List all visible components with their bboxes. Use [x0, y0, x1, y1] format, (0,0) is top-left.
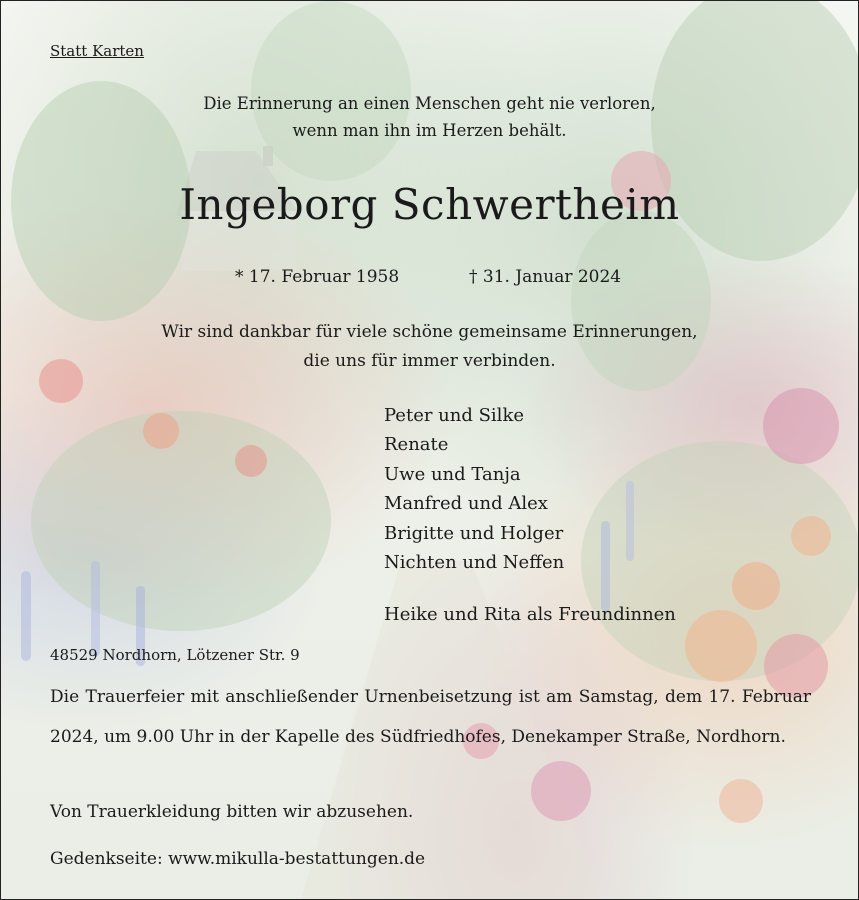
mourner-entry: Renate [384, 434, 449, 455]
memorial-quote-line-2: wenn man ihn im Herzen behält. [292, 121, 567, 140]
deceased-name: Ingeborg Schwertheim [179, 180, 680, 229]
birth-date: * 17. Februar 1958 [235, 267, 400, 287]
mourner-entry: Uwe und Tanja [384, 464, 521, 485]
statt-karten-header: Statt Karten [50, 42, 144, 60]
thanks-line-1: Wir sind dankbar für viele schöne gemeinsame Erinnerungen, [161, 322, 698, 342]
family-address: 48529 Nordhorn, Lötzener Str. 9 [50, 646, 300, 664]
memorial-quote-line-1: Die Erinnerung an einen Menschen geht nie verloren, [203, 94, 656, 113]
mourning-attire-request: Von Trauerkleidung bitten wir abzusehen. [50, 802, 414, 822]
mourner-entry: Peter und Silke [384, 405, 525, 426]
memorial-website[interactable]: Gedenkseite: www.mikulla-bestattungen.de [50, 849, 426, 869]
death-date: † 31. Januar 2024 [469, 267, 622, 287]
thanks-line-2: die uns für immer verbinden. [303, 351, 556, 371]
mourner-entry: Brigitte und Holger [384, 523, 564, 544]
mourner-entry: Manfred und Alex [384, 493, 548, 514]
mourner-entry: Nichten und Neffen [384, 552, 565, 573]
friends-entry: Heike und Rita als Freundinnen [384, 604, 676, 625]
funeral-service-details: Die Trauerfeier mit anschließender Urnenbeisetzung ist am Samstag, dem 17. Februar 2024, um 9.00 Uhr in der Kapelle des Südfriedhofes, Denekamper Straße, Nordhorn. [50, 687, 811, 747]
